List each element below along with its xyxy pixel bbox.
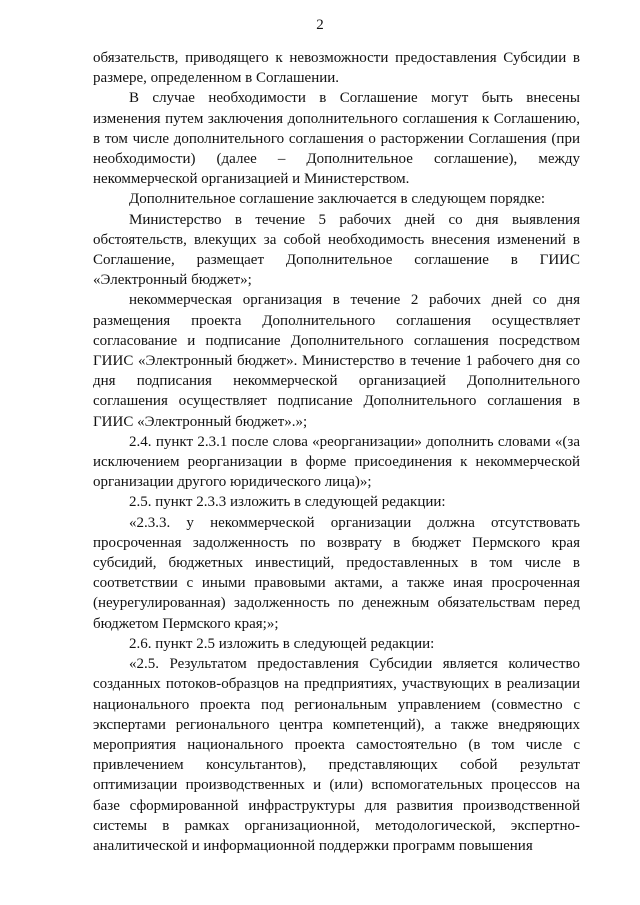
paragraph-clause-2-5: «2.5. Результатом предоставления Субсидии является количество созданных потоков-образцов на предприятиях, участвующих в реализации национального проекта под региональным управлением (совместно с экспертами регионального центра компетенций), а также внедряющих мероприятия национального проекта самостоятельно (в том числе с привлечением консультантов), представляющих собой результат оптимизации производственных и (или) вспомогательных процессов на базе сформированной инфраструктуры для развития производственной системы в рамках организационной, методологической, экспертно-аналитической и информационной поддержки программ повышения [93, 656, 580, 854]
paragraph-continuation: обязательств, приводящего к невозможности предоставления Субсидии в размере, определенном в Соглашении. [93, 50, 580, 87]
paragraph-item-2-4: 2.4. пункт 2.3.1 после слова «реорганизации» дополнить словами «(за исключением реорганизации в форме присоединения к некоммерческой организации другого юридического лица)»; [93, 433, 580, 491]
document-body [93, 48, 580, 856]
paragraph-procedure-intro: Дополнительное соглашение заключается в следующем порядке: [129, 191, 546, 208]
paragraph-item-2-5: 2.5. пункт 2.3.3 изложить в следующей редакции: [129, 494, 446, 511]
paragraph-clause-2-3-3: «2.3.3. у некоммерческой организации должна отсутствовать просроченная задолженность по возврату в бюджет Пермского края субсидий, бюджетных инвестиций, предоставленных в том числе в соответствии с иными правовыми актами, а также иная просроченная (неурегулированная) задолженность по денежным обязательствам перед бюджетом Пермского края;»; [93, 514, 580, 632]
paragraph-item-2-6: 2.6. пункт 2.5 изложить в следующей редакции: [129, 635, 435, 652]
paragraph-ministry-step: Министерство в течение 5 рабочих дней со дня выявления обстоятельств, влекущих за собой необходимость внесения изменений в Соглашение, размещает Дополнительное соглашение в ГИИС «Электронный бюджет»; [93, 211, 580, 289]
paragraph-amendment-note: В случае необходимости в Соглашение могут быть внесены изменения путем заключения дополнительного соглашения к Соглашению, в том числе дополнительного соглашения о расторжении Соглашения (при необходимости) (далее – Дополнительное соглашение), между некоммерческой организацией и Министерством. [93, 90, 580, 188]
paragraph-organization-step: некоммерческая организация в течение 2 рабочих дней со дня размещения проекта Дополнительного соглашения осуществляет согласование и подписание Дополнительного соглашения посредством ГИИС «Электронный бюджет». Министерство в течение 1 рабочего дня со дня подписания некоммерческой организацией Дополнительного соглашения осуществляет подписание Дополнительного соглашения в ГИИС «Электронный бюджет».»; [93, 292, 580, 430]
page-number: 2 [316, 17, 324, 33]
